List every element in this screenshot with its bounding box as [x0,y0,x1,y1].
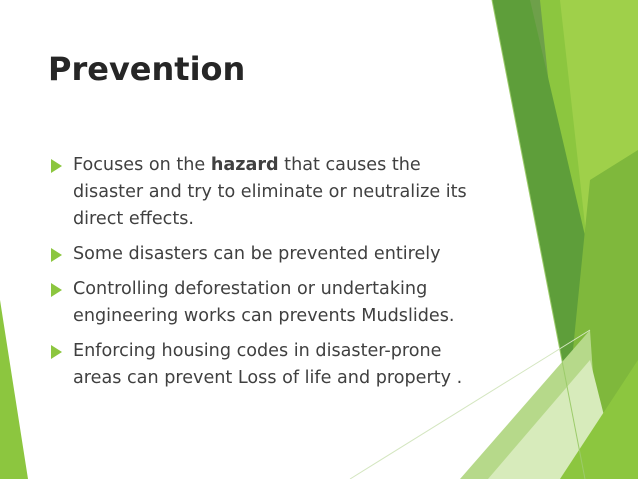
bullet-item [48,276,488,330]
bullet-item [48,152,488,233]
triangle-right-icon [51,159,62,173]
triangle-right-icon [51,345,62,359]
triangle-right-icon [51,248,62,262]
left-sliver [0,300,28,479]
bullet-text: Enforcing housing codes in disaster-prone areas can prevent Loss of life and property . [73,341,463,388]
bullet-text: Some disasters can be prevented entirely [73,244,441,264]
bullet-list [48,152,488,400]
bullet-text: Controlling deforestation or undertaking engineering works can prevents Mudslides. [73,279,455,326]
bullet-item [48,338,488,392]
slide-title: Prevention [48,50,246,88]
bullet-item [48,241,488,268]
bullet-bold-text: hazard [210,155,279,175]
bullet-text: that causes the disaster and try to eliminate or neutralize its direct effects. [73,155,467,229]
bullet-text: Focuses on the [73,155,211,175]
triangle-right-icon [51,283,62,297]
